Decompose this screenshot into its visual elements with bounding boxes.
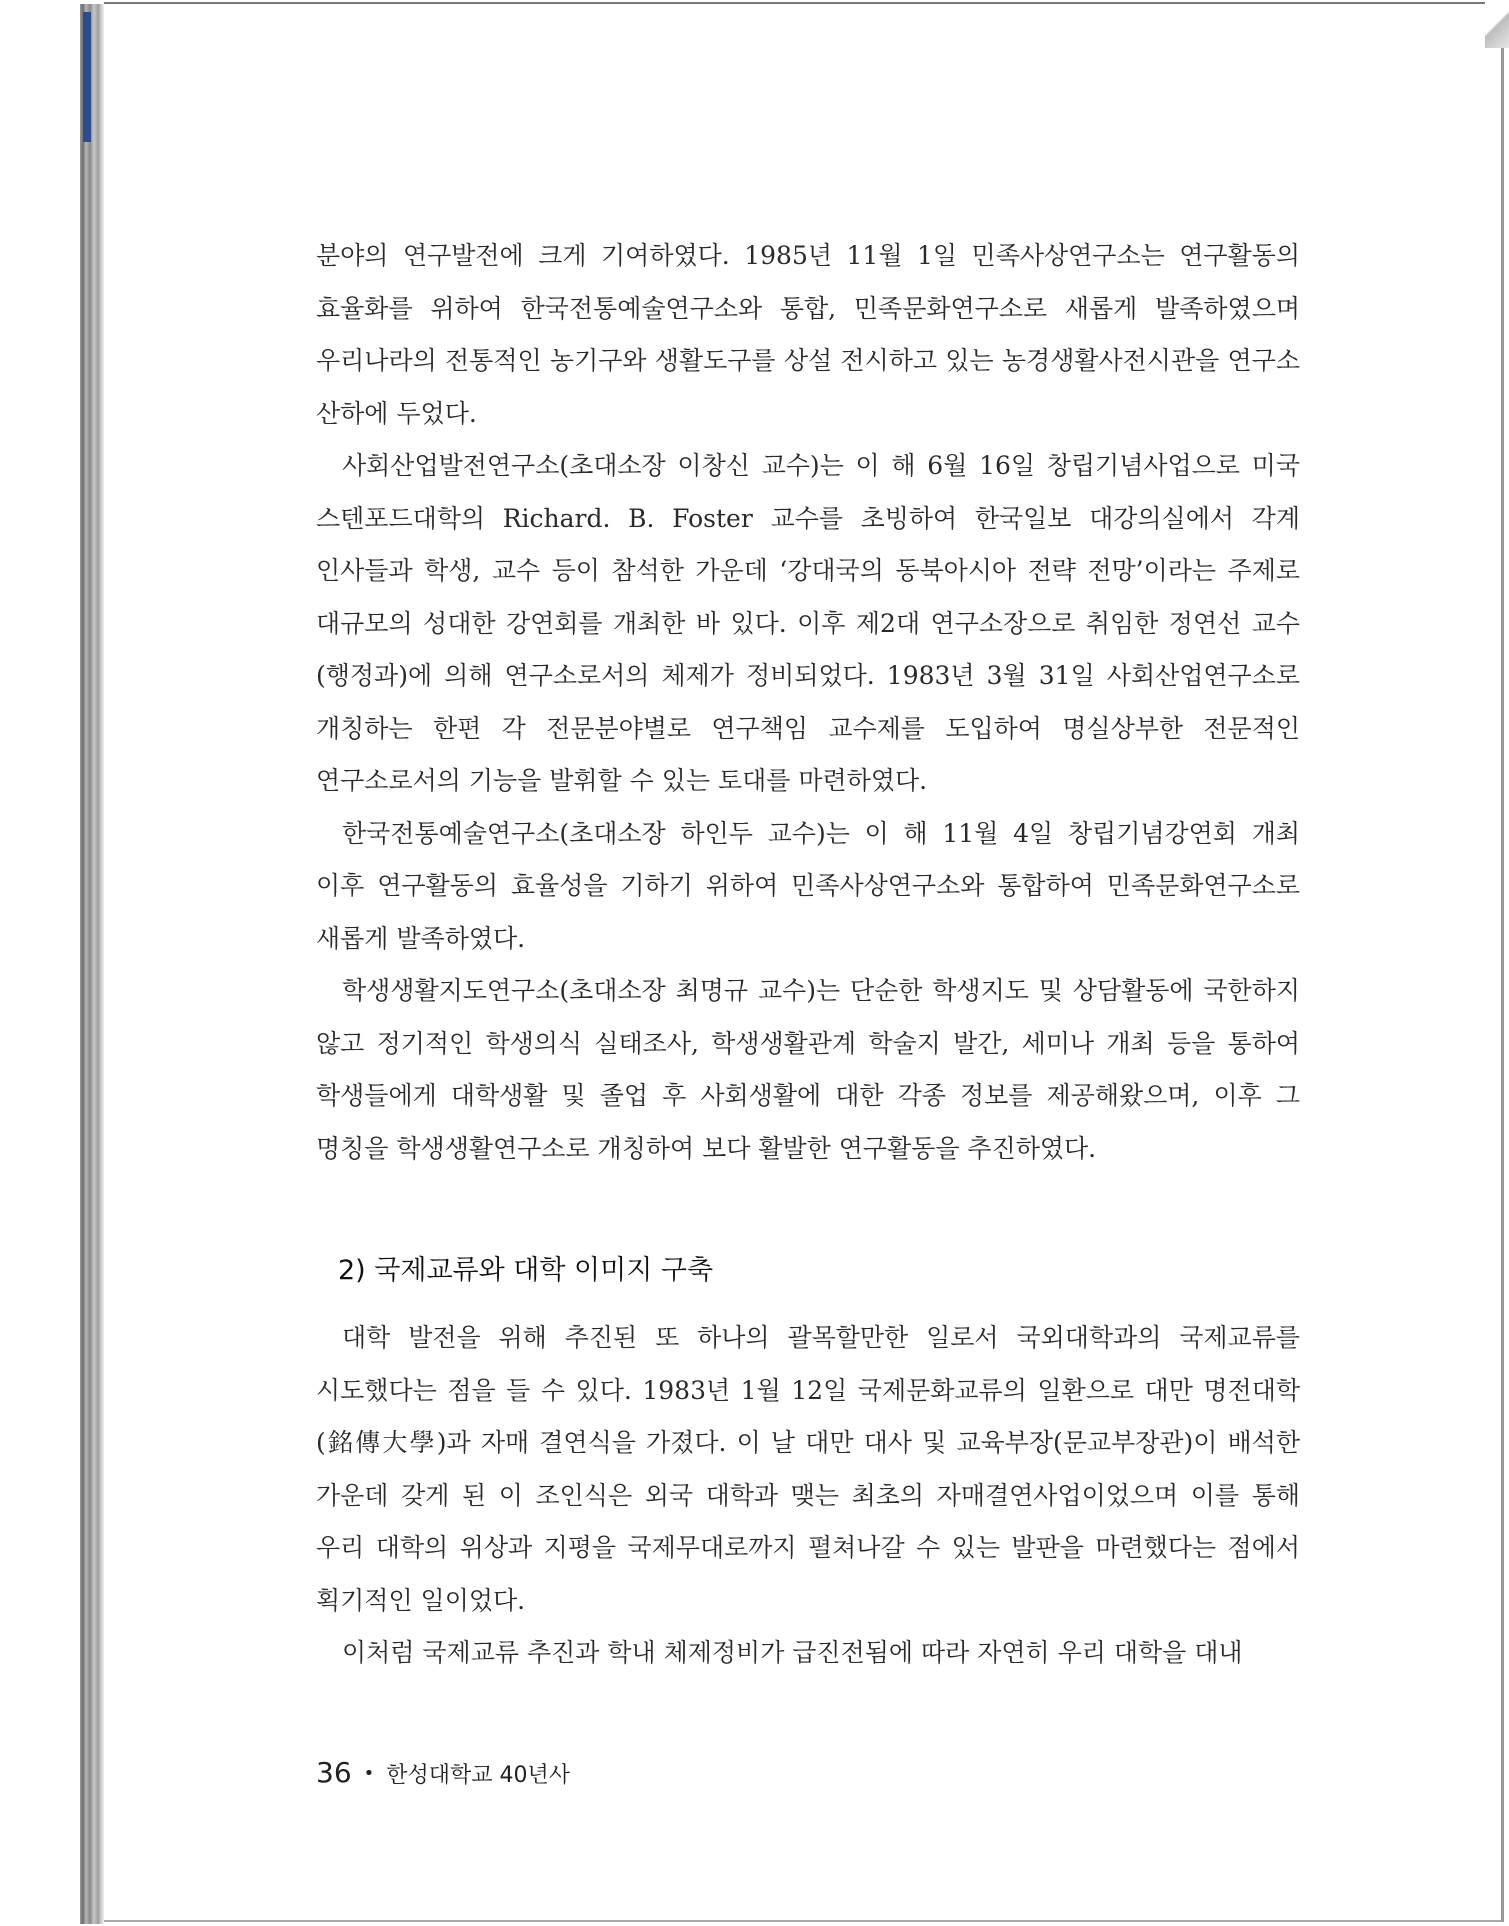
body-paragraph: 대학 발전을 위해 추진된 또 하나의 괄목할만한 일로서 국외대학과의 국제교류를 시도했다는 점을 들 수 있다. 1983년 1월 12일 국제문화교류의 일환으로 대만 명전대학(銘傳大學)과 자매 결연식을 가졌다. 이 날 대만 대사 및 교육부장(문교부장관)이 배석한 가운데 갖게 된 이 조인식은 외국 대학과 맺는 최초의 자매결연사업이었으며 이를 통해 우리 대학의 위상과 지평을 국제무대로까지 펼쳐나갈 수 있는 발판을 마련했다는 점에서 획기적인 일이었다. xyxy=(316,1323,1300,1615)
book-title: 한성대학교 40년사 xyxy=(386,1763,571,1788)
footer-separator: • xyxy=(363,1763,375,1784)
page-footer xyxy=(316,1756,570,1789)
page-corner-fold xyxy=(1485,0,1509,48)
section-heading: 2) 국제교류와 대학 이미지 구축 xyxy=(338,1255,714,1286)
main-text-block xyxy=(316,230,1300,1175)
body-paragraph: 이처럼 국제교류 추진과 학내 체제정비가 급진전됨에 따라 자연히 우리 대학을 대내 xyxy=(342,1638,1243,1667)
body-paragraph: 분야의 연구발전에 크게 기여하였다. 1985년 11월 1일 민족사상연구소는 연구활동의 효율화를 위하여 한국전통예술연구소와 통합, 민족문화연구소로 새롭게 발족하였으며 우리나라의 전통적인 농기구와 생활도구를 상설 전시하고 있는 농경생활사전시관을 연구소 산하에 두었다. xyxy=(316,241,1300,428)
body-paragraph: 사회산업발전연구소(초대소장 이창신 교수)는 이 해 6월 16일 창립기념사업으로 미국 스텐포드대학의 Richard. B. Foster 교수를 초빙하여 한국일보 대강의실에서 각계 인사들과 학생, 교수 등이 참석한 가운데 ‘강대국의 동북아시아 전략 전망’이라는 주제로 대규모의 성대한 강연회를 개최한 바 있다. 이후 제2대 연구소장으로 취임한 정연선 교수(행정과)에 의해 연구소로서의 체제가 정비되었다. 1983년 3월 31일 사회산업연구소로 개칭하는 한편 각 전문분야별로 연구책임 교수제를 도입하여 명실상부한 전문적인 연구소로서의 기능을 발휘할 수 있는 토대를 마련하였다. xyxy=(316,451,1300,795)
body-paragraph: 학생생활지도연구소(초대소장 최명규 교수)는 단순한 학생지도 및 상담활동에 국한하지 않고 정기적인 학생의식 실태조사, 학생생활관계 학술지 발간, 세미나 개최 등을 통하여 학생들에게 대학생활 및 졸업 후 사회생활에 대한 각종 정보를 제공해왔으며, 이후 그 명칭을 학생생활연구소로 개칭하여 보다 활발한 연구활동을 추진하였다. xyxy=(316,976,1300,1163)
page-number: 36 xyxy=(316,1756,352,1789)
spine-color-band xyxy=(83,12,91,142)
body-paragraph: 한국전통예술연구소(초대소장 하인두 교수)는 이 해 11월 4일 창립기념강연회 개최 이후 연구활동의 효율성을 기하기 위하여 민족사상연구소와 통합하여 민족문화연구소로 새롭게 발족하였다. xyxy=(316,818,1300,953)
section-text-block xyxy=(316,1312,1300,1680)
book-spine-edge xyxy=(80,4,104,1924)
